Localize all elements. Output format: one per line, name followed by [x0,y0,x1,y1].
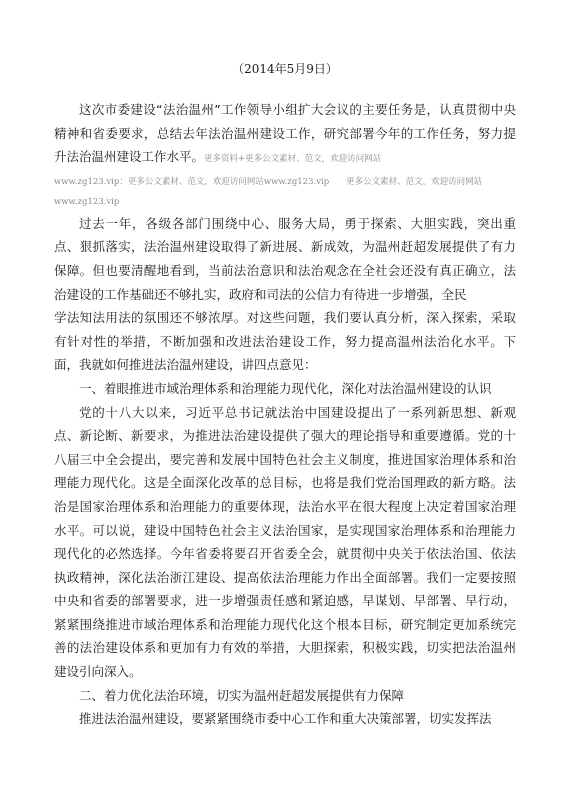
document-date: （2014年5月9日） [232,62,338,76]
section-heading-2: 二、着力优化法治环境，切实为温州赶超发展提供有力保障 [79,687,405,703]
watermark-text: www.zg123.vip：更多公文素材、范文，欢迎访问网站www.zg123.vip 更多公文素材、范文，欢迎访问网站 [54,176,483,187]
watermark-line [54,172,516,192]
paragraph-intro [54,98,516,172]
watermark-inline: 更多资料+更多公文素材、范文，欢迎访问网站 [204,154,382,165]
document-body [54,98,516,731]
watermark-url-text: www.zg123.vip [54,196,120,207]
watermark-url [54,192,516,212]
paragraph-review: 过去一年，各级各部门围绕中心、服务大局，勇于探索、大胆实践，突出重点、狠抓落实，法治温州建设取得了新进展、新成效，为温州赶超发展提供了有力保障。但也要清醒地看到，当前法治意识和法治观念在全社会还没有真正确立，法治建设的工作基础还不够扎实，政府和司法的公信力有待进一步增强，全民 [54,215,516,302]
section-heading-1: 一、着眼推进市域治理体系和治理能力现代化，深化对法治温州建设的认识 [79,380,492,396]
paragraph-section-2: 推进法治温州建设，要紧紧围绕市委中心工作和重大决策部署，切实发挥法 [79,711,492,727]
paragraph-intro-text: 这次市委建设“法治温州”工作领导小组扩大会议的主要任务是，认真贯彻中央精神和省委要求，总结去年法治温州建设工作，研究部署今年的工作任务，努力提升法治温州建设工作水平。 [54,102,516,165]
paragraph-section-1: 党的十八大以来，习近平总书记就法治中国建设提出了一系列新思想、新观点、新论断、新要求，为推进法治建设提供了强大的理论指导和重要遵循。党的十八届三中全会提出，要完善和发展中国特色社会主义制度，推进国家治理体系和治理能力现代化。这是全面深化改革的总目标，也将是我们党治国理政的新方略。法治是国家治理体系和治理能力的重要体现，法治水平在很大程度上决定着国家治理水平。可以说，建设中国特色社会主义法治国家，是实现国家治理体系和治理能力现代化的必然选择。今年省委将要召开省委全会，就贯彻中央关于依法治国、依法执政精神，深化法治浙江建设、提高依法治理能力作出全面部署。我们一定要按照中央和省委的部署要求，进一步增强责任感和紧迫感，早谋划、早部署、早行动，紧紧围绕推进市域治理体系和治理能力现代化这个根本目标，研究制定更加系统完善的法治建设体系和更加有力有效的举措，大胆探索，积极实践，切实把法治温州建设引向深入。 [54,404,516,680]
paragraph-problems: 学法知法用法的氛围还不够浓厚。对这些问题，我们要认真分析，深入探索，采取有针对性的举措，不断加强和改进法治建设工作，努力提高温州法治化水平。下面，我就如何推进法治温州建设，讲四点意见： [54,310,516,373]
